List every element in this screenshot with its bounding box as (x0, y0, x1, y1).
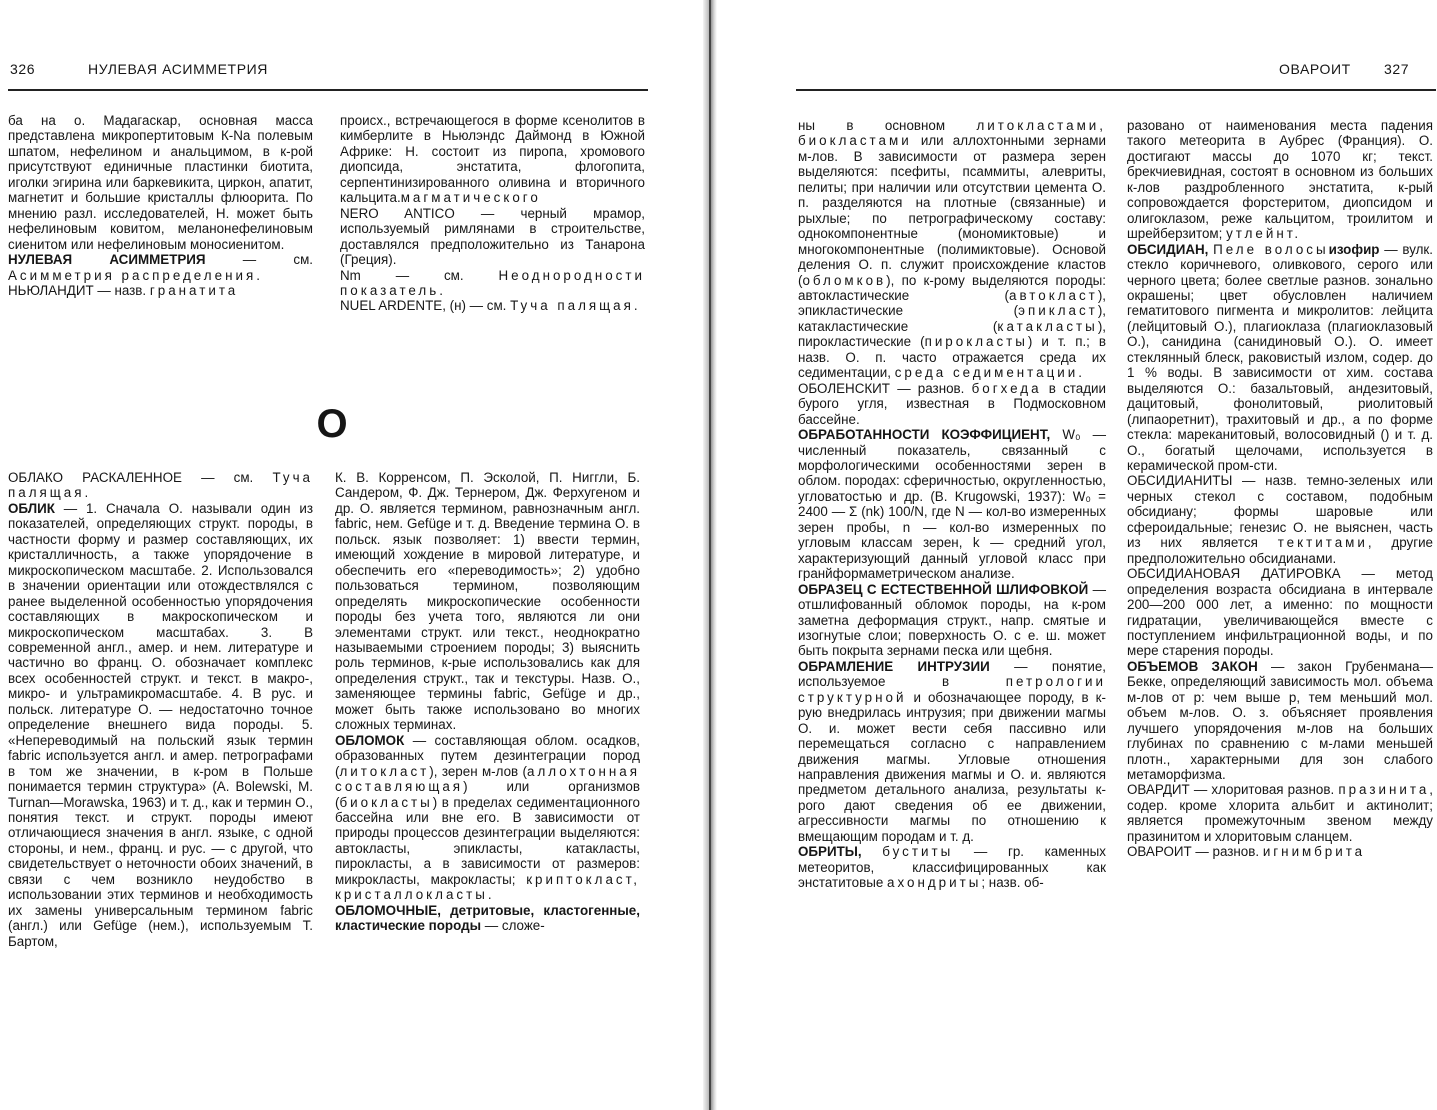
entry-headword: ОБЛИК (8, 500, 55, 516)
entry-text: ОБОЛЕНСКИТ — разнов. (798, 380, 972, 396)
entry-text: — см. (205, 252, 313, 268)
entry-crossref: гранатита (149, 282, 239, 298)
dictionary-entry (8, 283, 313, 298)
entry-text: ОБСИДИАНОВАЯ ДАТИРОВКА — метод определения возраста обсидиана в интервале 200—200 000 лет, а именно: по мощности гидратации, увеличивающейся вместе с поступлением инфильтрационной воды, и по мере старения породы. (1127, 566, 1433, 659)
entry-crossref: Асимметрия распределения. (8, 267, 263, 283)
dictionary-entry (798, 118, 1106, 381)
entry-text: W₀ — численный показатель, связанный с морфологическими особенностями зерен в облом. породах: сферичностью, округленностью, угловатостью и др. (B. Krugowski, 1937): W₀ = 2400 — Σ (nk) 100/N, где N — кол-во измеренных зерен пробы, n — кол-во измеренных по угловым классам зерен, k — средний угол, характеризующий данный угловой класс при гранйформаметрическом анализе. (798, 427, 1106, 582)
entry-text: ), эпикластические ( (798, 287, 1106, 319)
entry-headword: ОБРАЗЕЦ С ЕСТЕСТВЕННОЙ ШЛИФОВКОЙ (798, 581, 1089, 597)
left-page (0, 0, 700, 1110)
entry-crossref: пирокласты (924, 334, 1028, 350)
dictionary-entry (1127, 118, 1433, 242)
entry-text: К. В. Корренсом, П. Эсколой, П. Ниггли, Б. Сандером, Ф. Дж. Тернером, Дж. Ферхугеном и др. О. является термином, равнозначным англ. fabric, нем. Gefüge и т. д. Введение термина О. в польск. язык позволяет: 1) ввести термин, имеющий хождение в мировой литературе, и обеспечить его «переводимость»; 2) удобно пользоваться термином, позволяющим определять микроскопические особенности породы без учета того, являются ли они элементами структ. или текст., неоднократно называемыми строением породы; 3) выяснить роль терминов, к-рые использовались как для определения структ., так и текстуры. Назв. О., заменяющее термины fabric, Gefüge и др., может быть также использовано во многих сложных терминах. (335, 470, 640, 733)
entry-text: или аллохтонными зернами м-лов. В зависимости от размера зерен выделяются: псефиты, псаммиты, алевриты, пелиты; при наличии или отсутствии цемента О. п. разделяются на плотные (связанные) и рыхлые; по петрографическому составу: однокомпонентные (мономиктовые) и многокомпонентные (полимиктовые). Основой деления О. п. служит происхождение кластов ( (798, 133, 1106, 288)
entry-text: ) и т. д. О., богатый щелочами, используется в керамической пром-сти. (1127, 427, 1433, 473)
page-number-left: 326 (10, 61, 36, 77)
left-col2-top (340, 113, 645, 314)
dictionary-entry (1127, 782, 1433, 844)
entry-headword: ОБРИТЫ, (798, 844, 862, 860)
running-head-right: ОВАРОИТ (1279, 61, 1351, 77)
entry-text: ) или организмов ( (335, 779, 640, 810)
dictionary-entry (8, 501, 313, 949)
entry-text: — вулк. стекло коричневого, оливкового, серого или черного цвета; более светлые разнов. зонально окрашены; цвет обусловлен наличием гематитового пигмента и микролитов: лейцита (лейцитовый О.), плагиоклаза (плагиоклазовый О.), санидина (санидиновый О.). О. имеет стеклянный блеск, раковистый излом, содер. до 1 % воды. В зависимости от хим. состава выделяются О.: базальтовый, андезитовый, дацитовый, фонолитовый, риолитовый (липаоретнит), трахитовый и др., а по форме стекла: мареканитовый, волосовидный ( (1127, 241, 1433, 443)
entry-headword: ОБЛОМОЧНЫЕ, (335, 902, 441, 918)
entry-crossref: среда седиментации. (894, 365, 1085, 381)
entry-crossref: автокласт (1009, 287, 1098, 303)
entry-text: — 1. Сначала О. называли один из показателей, определяющих структ. породы, в частности форму и размер составляющих, их кристалличность, а также упорядочение в микроскопическом масштабе. 2. Использовался в значении ориентации или отождествлялся с ранее выделенной особенностью упорядочения составляющих в макроскопическом и микроскопическом масштабах. 3. В современной англ., амер. и нем. литературе и частично во франц. О. обозначает комплекс всех особенностей структ. и текст. в макро-, микро- и ультрамикромасштабе. 4. В рус. и польск. литературе О. — недостаточно точное определение внешнего вида породы. 5. «Непереводимый на польский язык термин fabric используется англ. и амер. петрографами в том же значении, в к-ром в Польше понимается термин структура» (A. Bolewski, M. Turnan—Morawska, 1963) и т. д., как и термин О., понятия текст. и структ. породы имеют отличающиеся значения в англ. языке, с одной стороны, и нем., франц. и рус. — с другой, что свидетельствует о неточности обоих значений, в связи с чем возникло неудобство в использовании этих терминов и необходимость их замены универсальным термином fabric (англ.) или Gefüge (нем.), используемым Т. Бартом, (8, 500, 313, 949)
entry-crossref: буститы (882, 844, 954, 860)
book-spine-line (709, 0, 711, 1110)
entry-headword: ОБРАМЛЕНИЕ ИНТРУЗИИ (798, 658, 990, 674)
entry-text: , другие предположительно обсидианами. (1127, 535, 1434, 566)
dictionary-entry (335, 733, 640, 903)
dictionary-entry (798, 844, 1106, 890)
left-col1-bottom (8, 470, 313, 949)
entry-crossref: утлейнт. (1226, 226, 1302, 242)
entry-text: ОБЛАКО РАСКАЛЕННОЕ — см. (8, 470, 273, 485)
dictionary-entry (798, 381, 1106, 427)
entry-crossref: криптокласт, кристаллокласты. (335, 871, 640, 903)
entry-text: — отшлифованный обломок породы, на к-ром заметна деформация структ., напр. смятые и изогнутые слои; поверхность О. с е. ш. может быть покрыта зернами песка или щебня. (798, 581, 1106, 659)
entry-text: в стадии бурого угля, известная в Подмосковном бассейне. (798, 380, 1107, 427)
section-letter: О (316, 402, 348, 446)
right-col2 (1127, 118, 1433, 860)
entry-crossref: ахондриты (887, 875, 982, 891)
dictionary-entry (340, 206, 645, 268)
dictionary-entry (798, 582, 1106, 659)
dictionary-entry (1127, 844, 1433, 859)
entry-headword: ОБСИДИАН, (1127, 241, 1209, 257)
entry-text (862, 844, 883, 859)
entry-crossref: катакласты (997, 318, 1098, 334)
entry-text: ), катакластические ( (798, 303, 1106, 334)
entry-crossref: Туча палящая. (510, 298, 641, 314)
dictionary-entry (8, 113, 313, 252)
entry-crossref: Туча палящая. (8, 470, 313, 501)
entry-text: ), по к-рому выделяются породы: автокластические ( (798, 272, 1106, 303)
entry-crossref: Пеле волосы (1213, 241, 1329, 257)
entry-text: разовано от наименования места падения такого метеорита в Аубрес (Франция). О. достигают массы до 1070 кг; текст. брекчиевидная, состоят в основном из больших к-лов раздробленного энстатита, к-рый сопровождается форстеритом, диопсидом и олигоклазом, реже кальцитом, троилитом и шрейберзитом; (1127, 118, 1433, 242)
entry-text: , содер. кроме хлорита альбит и актинолит; является промежуточным звеном между празинитом и хлоритовым сланцем. (1127, 782, 1433, 844)
entry-crossref: литокластами, биокластами (798, 118, 1106, 149)
entry-headword: ОБЪЕМОВ ЗАКОН (1127, 658, 1258, 674)
dictionary-entry (1127, 566, 1433, 659)
entry-text: ; назв. об- (981, 875, 1044, 891)
right-col1 (798, 118, 1106, 891)
entry-text: и обозначающее породу, в к-рую внедрилась интрузия; при движении магмы О. и. может вести себя пассивно или перемещаться согласно с направлением движения магмы. Угловые отношения направления движения магмы и О. и. являются предметом детального анализа, результаты к-рого дают сведения об ее движении, агрессивности магмы по отношению к вмещающим породам и т. д. (798, 689, 1106, 844)
entry-headword: детритовые, кластогенные, кластические породы (335, 902, 640, 934)
entry-text: ба на о. Мадагаскар, основная масса представлена микропертитовым К-Na полевым шпатом, нефелином и анальцимом, в к-рой присутствуют единичные пластинки биотита, иголки эгирина или баркевикита, циркон, апатит, магнетит и большие кристаллы флюорита. По мнению разл. исследователей, Н. может быть нефелиновым ковитом, меланонефелиновым сиенитом или нефелиновым моносиенитом. (8, 113, 313, 252)
entry-crossref: биокласты (339, 794, 433, 810)
entry-text: ОВАРДИТ — хлоритовая разнов. (1127, 782, 1339, 798)
entry-crossref: игнимбрита (1262, 844, 1366, 860)
entry-text: ны в основном (798, 118, 977, 133)
entry-crossref: богхеда (971, 380, 1042, 396)
entry-text: — сложе- (481, 918, 545, 934)
entry-crossref: празинита (1338, 782, 1430, 798)
entry-crossref: эпикласт (1018, 303, 1098, 319)
entry-text (441, 903, 450, 918)
dictionary-entry (335, 470, 640, 733)
page-number-right: 327 (1384, 61, 1410, 77)
header-rule-left (8, 89, 648, 91)
left-col1-top (8, 113, 313, 298)
entry-text: происх., встречающегося в форме ксенолитов в кимберлите в Ньюлэндс Даймонд в Южной Африке: Н. состоит из пиропа, хромового диопсида, энстатита, флогопита, серпентинизированного оливина и вторичного кальцита. (340, 113, 645, 206)
dictionary-entry (340, 268, 645, 299)
entry-crossref: тектитами (1277, 535, 1368, 551)
dictionary-entry (8, 470, 313, 501)
entry-crossref: магматического (400, 190, 541, 206)
dictionary-entry (1127, 242, 1433, 474)
left-col2-bottom (335, 470, 640, 934)
right-page (724, 0, 1437, 1110)
entry-text: Nm — см. (340, 267, 499, 283)
entry-text: ) в пределах седиментационного бассейна или вне его. В зависимости от природы процессов дезинтеграции выделяются: автокласты, эпикласты, катакласты, пирокласты, а в зависимости от размеров: микрокласты, макрокласты; (335, 794, 640, 887)
entry-crossref: литокласт (339, 763, 430, 779)
header-rule-right (796, 89, 1436, 91)
entry-crossref: Неоднородности показатель. (340, 267, 645, 298)
entry-text: NUEL ARDENTE, (н) — см. (340, 298, 511, 314)
dictionary-entry (1127, 659, 1433, 783)
entry-text: ОВАРОИТ — разнов. (1127, 844, 1263, 860)
entry-headword: ОБЛОМОК (335, 732, 405, 748)
dictionary-entry (798, 659, 1106, 844)
entry-headword: ОБРАБОТАННОСТИ КОЭФФИЦИЕНТ, (798, 427, 1051, 443)
entry-text: ) и т. п.; в назв. О. п. часто отражается среда их седиментации, (798, 334, 1106, 381)
entry-crossref: петрологии структурной (798, 674, 1106, 705)
running-head-left: НУЛЕВАЯ АСИММЕТРИЯ (88, 61, 269, 77)
entry-crossref: аллохтонная составляющая (335, 763, 640, 795)
entry-text: — закон Грубенмана—Бекке, определяющий зависимость мол. объема м-лов от p: чем выше p, тем меньший мол. объем м-лов. О. з. объясняет проявления лучшего упорядочения м-лов на больших глубинах по сравнению с м-лами меньшей плотн., характерными для зон слабого метаморфизма. (1127, 658, 1433, 783)
entry-headword: НУЛЕВАЯ АСИММЕТРИЯ (8, 252, 206, 268)
entry-text: NERO ANTICO — черный мрамор, используемый римлянами в строительстве, доставлялся предположительно из Танарона (Греция). (340, 205, 645, 268)
dictionary-entry (340, 298, 645, 313)
dictionary-entry (8, 252, 313, 283)
entry-text: ОБСИДИАНИТЫ — назв. темно-зеленых или черных стекол с составом, подобным обсидиану; формы шаровые или сфероидальные; генезис О. не выяснен, часть из них является (1127, 473, 1433, 551)
dictionary-entry (798, 427, 1106, 582)
entry-text: ), зерен м-лов ( (429, 763, 528, 779)
entry-text: ), пирокластические ( (798, 318, 1106, 350)
dictionary-entry (340, 113, 645, 206)
entry-text: НЬЮЛАНДИТ — назв. (8, 282, 150, 298)
entry-text: — составляющая облом. осадков, образованных путем дезинтеграции пород ( (335, 732, 640, 779)
entry-text: — гр. каменных метеоритов, классифицированных как энстатитовые (798, 844, 1106, 891)
dictionary-entry (335, 903, 640, 934)
entry-headword: изофир (1328, 241, 1380, 257)
dictionary-entry (1127, 473, 1433, 566)
entry-crossref: обломков (802, 272, 887, 288)
entry-text: — понятие, используемое в (798, 658, 1106, 690)
